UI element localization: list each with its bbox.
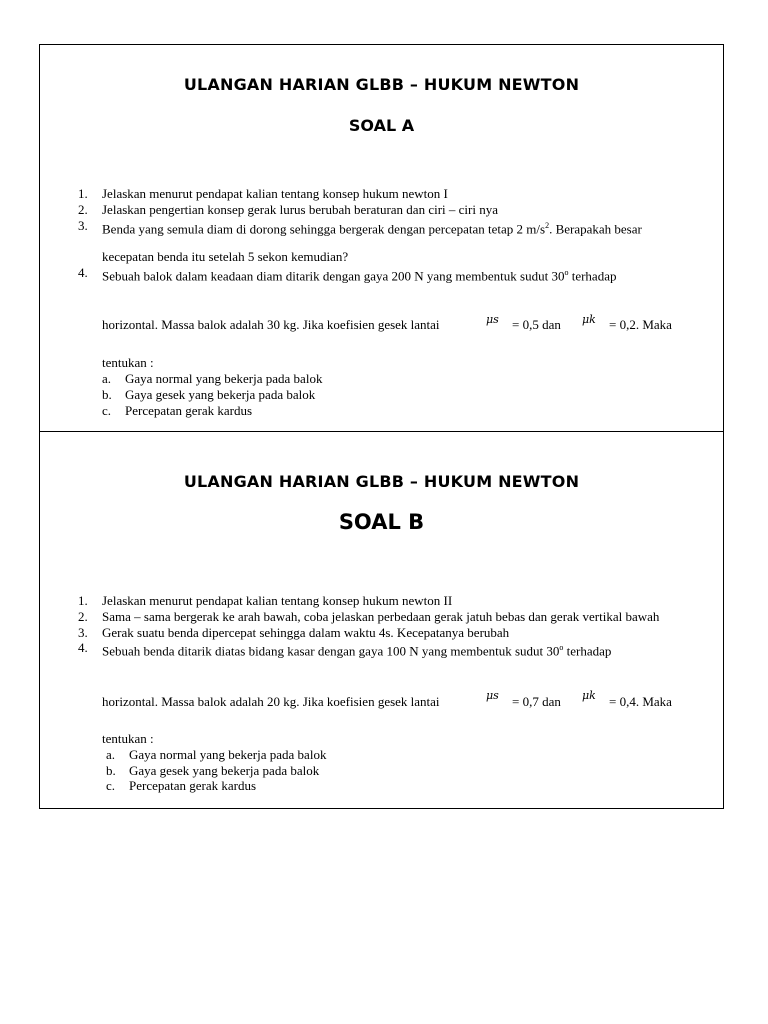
num-3: 3. [78,625,88,640]
mu-s-symbol: μs [486,689,499,702]
question-3-line1: Benda yang semula diam di dorong sehingga bergerak dengan percepatan tetap 2 $m/s^2$. Berapakah besar [102,221,642,237]
mu-s-symbol: μs [486,313,499,326]
mu-k-value: = 0,2. Maka [609,317,672,332]
soal-a-title: ULANGAN HARIAN GLBB – HUKUM NEWTON [183,75,580,94]
label-b: b. [106,763,116,778]
question-4-line1: Sebuah balok dalam keadaan diam ditarik dengan gaya 200 N yang membentuk sudut 30$^o$ terhadap [102,268,617,284]
question-2: Jelaskan pengertian konsep gerak lurus berubah beraturan dan ciri – ciri nya [102,202,498,217]
tentukan-label: tentukan : [102,355,154,370]
mu-k-symbol: μk [582,313,596,326]
tentukan-label: tentukan : [102,731,154,746]
mu-s-value: = 0,5 dan [512,317,561,332]
mu-k-value: = 0,4. Maka [609,694,672,709]
label-b: b. [102,387,112,402]
label-c: c. [106,778,116,793]
question-4-line2: horizontal. Massa balok adalah 20 kg. Jika koefisien gesek lantai [102,694,440,709]
soal-a-box [39,44,724,433]
mu-k-symbol: μk [582,689,596,702]
sub-question-c: Percepatan gerak kardus [129,778,257,793]
question-3-line2: kecepatan benda itu setelah 5 sekon kemudian? [102,249,349,264]
question-1: Jelaskan menurut pendapat kalian tentang konsep hukum newton II [102,593,453,608]
soal-b-subtitle: SOAL B [338,510,425,534]
label-a: a. [102,371,112,386]
num-2: 2. [78,609,88,624]
num-1: 1. [78,186,88,201]
label-c: c. [102,403,112,418]
question-3: Gerak suatu benda dipercepat sehingga dalam waktu 4s. Kecepatanya berubah [102,625,510,640]
mu-s-value: = 0,7 dan [512,694,561,709]
soal-a-subtitle: SOAL A [348,116,415,135]
question-4-line1: Sebuah benda ditarik diatas bidang kasar dengan gaya 100 N yang membentuk sudut 30$^o$ terhadap [102,643,612,659]
num-4: 4. [78,265,88,280]
num-3: 3. [78,218,88,233]
sub-question-a: Gaya normal yang bekerja pada balok [125,371,323,386]
label-a: a. [106,747,116,762]
sub-question-c: Percepatan gerak kardus [125,403,253,418]
soal-b-title: ULANGAN HARIAN GLBB – HUKUM NEWTON [183,472,580,491]
question-2: Sama – sama bergerak ke arah bawah, coba jelaskan perbedaan gerak jatuh bebas dan gerak vertikal bawah [102,609,660,624]
sub-question-a: Gaya normal yang bekerja pada balok [129,747,327,762]
sub-question-b: Gaya gesek yang bekerja pada balok [125,387,316,402]
sub-question-b: Gaya gesek yang bekerja pada balok [129,763,320,778]
num-1: 1. [78,593,88,608]
num-4: 4. [78,640,88,655]
question-4-line2: horizontal. Massa balok adalah 30 kg. Jika koefisien gesek lantai [102,317,440,332]
num-2: 2. [78,202,88,217]
question-1: Jelaskan menurut pendapat kalian tentang konsep hukum newton I [102,186,448,201]
soal-b-box [39,431,724,809]
